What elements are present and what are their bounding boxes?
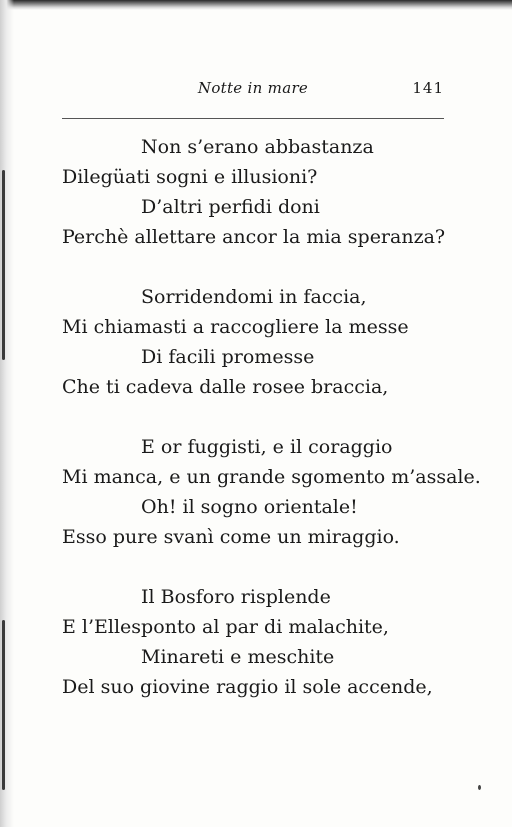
poem-line: Esso pure svanì come un miraggio. [62, 526, 400, 548]
poem-line: Perchè allettare ancor la mia speranza? [62, 226, 446, 248]
binding-mark [2, 170, 5, 360]
poem-line: Mi chiamasti a raccogliere la messe [62, 316, 409, 338]
stanza [62, 582, 446, 702]
page-top-shadow [0, 0, 512, 10]
poem-line: Del suo giovine raggio il sole accende, [62, 676, 433, 698]
stanza [62, 132, 446, 252]
page-number: 141 [412, 79, 444, 97]
ink-speck [478, 785, 481, 790]
running-head-title: Notte in mare [197, 79, 309, 97]
poem-line: D’altri perfidi doni [141, 196, 320, 218]
header-rule [62, 118, 444, 119]
poem-line: Dilegüati sogni e illusioni? [62, 166, 318, 188]
stanza [62, 282, 446, 402]
poem-line: Sorridendomi in faccia, [141, 286, 367, 308]
poem-line: E or fuggisti, e il coraggio [141, 436, 393, 458]
poem-line: Che ti cadeva dalle rosee braccia, [62, 376, 389, 398]
poem-body [62, 132, 481, 732]
poem-line: E l’Ellesponto al par di malachite, [62, 616, 389, 638]
poem-line: Oh! il sogno orientale! [141, 496, 358, 518]
poem-line: Il Bosforo risplende [141, 586, 331, 608]
running-head [62, 79, 444, 103]
poem-line: Minareti e meschite [141, 646, 335, 668]
poem-line: Di facili promesse [141, 346, 315, 368]
binding-mark [2, 620, 5, 790]
poem-line: Mi manca, e un grande sgomento m’assale. [62, 466, 481, 488]
poem-line: Non s’erano abbastanza [141, 136, 374, 158]
stanza [62, 432, 481, 552]
